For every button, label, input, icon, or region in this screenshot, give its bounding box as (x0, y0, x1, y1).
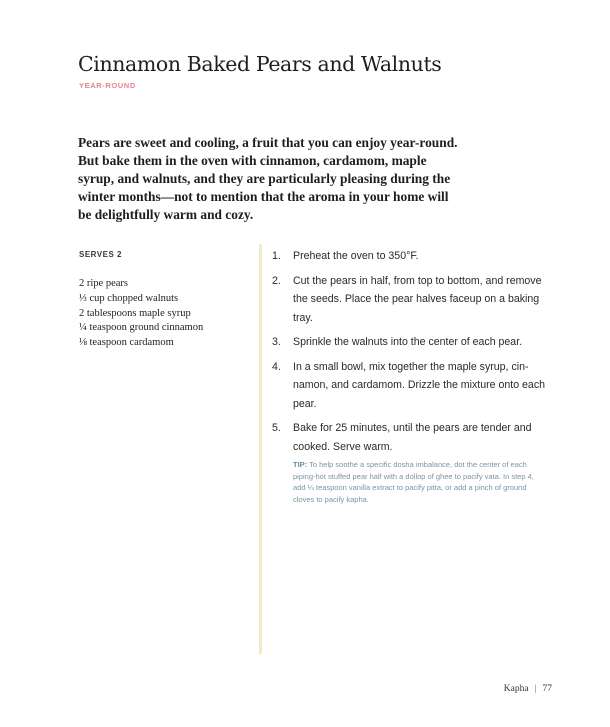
serves-label: SERVES 2 (79, 250, 122, 259)
step-list (272, 247, 552, 462)
step-number: 4. (272, 360, 281, 373)
step-number: 2. (272, 274, 281, 287)
step-item (272, 247, 552, 266)
ingredient-item: ⅛ teaspoon cardamom (79, 337, 174, 349)
step-number: 1. (272, 250, 281, 262)
step-text: Preheat the oven to 350°F. (293, 250, 419, 262)
step-item (272, 419, 552, 456)
ingredient-item: 2 ripe pears (79, 278, 128, 289)
ingredient-item: 2 tablespoons maple syrup (79, 307, 191, 319)
step-text: In a small bowl, mix together the maple syrup, cin-namon, and cardamom. Drizzle the mixture onto each pear. (293, 360, 546, 410)
step-item (272, 333, 552, 352)
recipe-tip (293, 459, 543, 505)
column-divider (259, 244, 262, 654)
ingredient-item: ⅓ cup chopped walnuts (79, 292, 179, 304)
ingredient-item: ¼ teaspoon ground cinnamon (79, 322, 204, 334)
step-item (272, 272, 552, 328)
step-item (272, 358, 552, 414)
step-text: Sprinkle the walnuts into the center of each pear. (293, 336, 523, 348)
step-text: Bake for 25 minutes, until the pears are tender and cooked. Serve warm. (293, 422, 532, 453)
ingredient-list (79, 277, 203, 351)
recipe-intro: Pears are sweet and cooling, a fruit that you can enjoy year-round. But bake them in the oven with cinnamon, cardamom, maple syrup, and walnuts, and they are particularly pleasing during the winter months—not to mention that the aroma in your home will be delightfully warm and cozy. (78, 135, 458, 222)
page-footer (504, 684, 552, 694)
footer-separator: | (534, 684, 537, 694)
step-number: 5. (272, 422, 281, 434)
footer-section-name: Kapha (503, 684, 529, 694)
step-text: Cut the pears in half, from top to bottom, and remove the seeds. Place the pear halves faceup on a baking tray. (293, 274, 542, 324)
step-number: 3. (272, 336, 281, 348)
season-label: YEAR-ROUND (79, 81, 136, 90)
recipe-title: Cinnamon Baked Pears and Walnuts (78, 52, 442, 76)
tip-text: To help soothe a specific dosha imbalance, dot the center of each piping-hot stuffed pear half with a dollop of ghee to pacify vata. In step 4, add ¼ teaspoon vanilla extract to pacify pitta, or add a pinch of ground cloves to pacify kapha. (293, 460, 534, 504)
tip-label: TIP: (293, 460, 308, 469)
page-number: 77 (542, 684, 552, 694)
